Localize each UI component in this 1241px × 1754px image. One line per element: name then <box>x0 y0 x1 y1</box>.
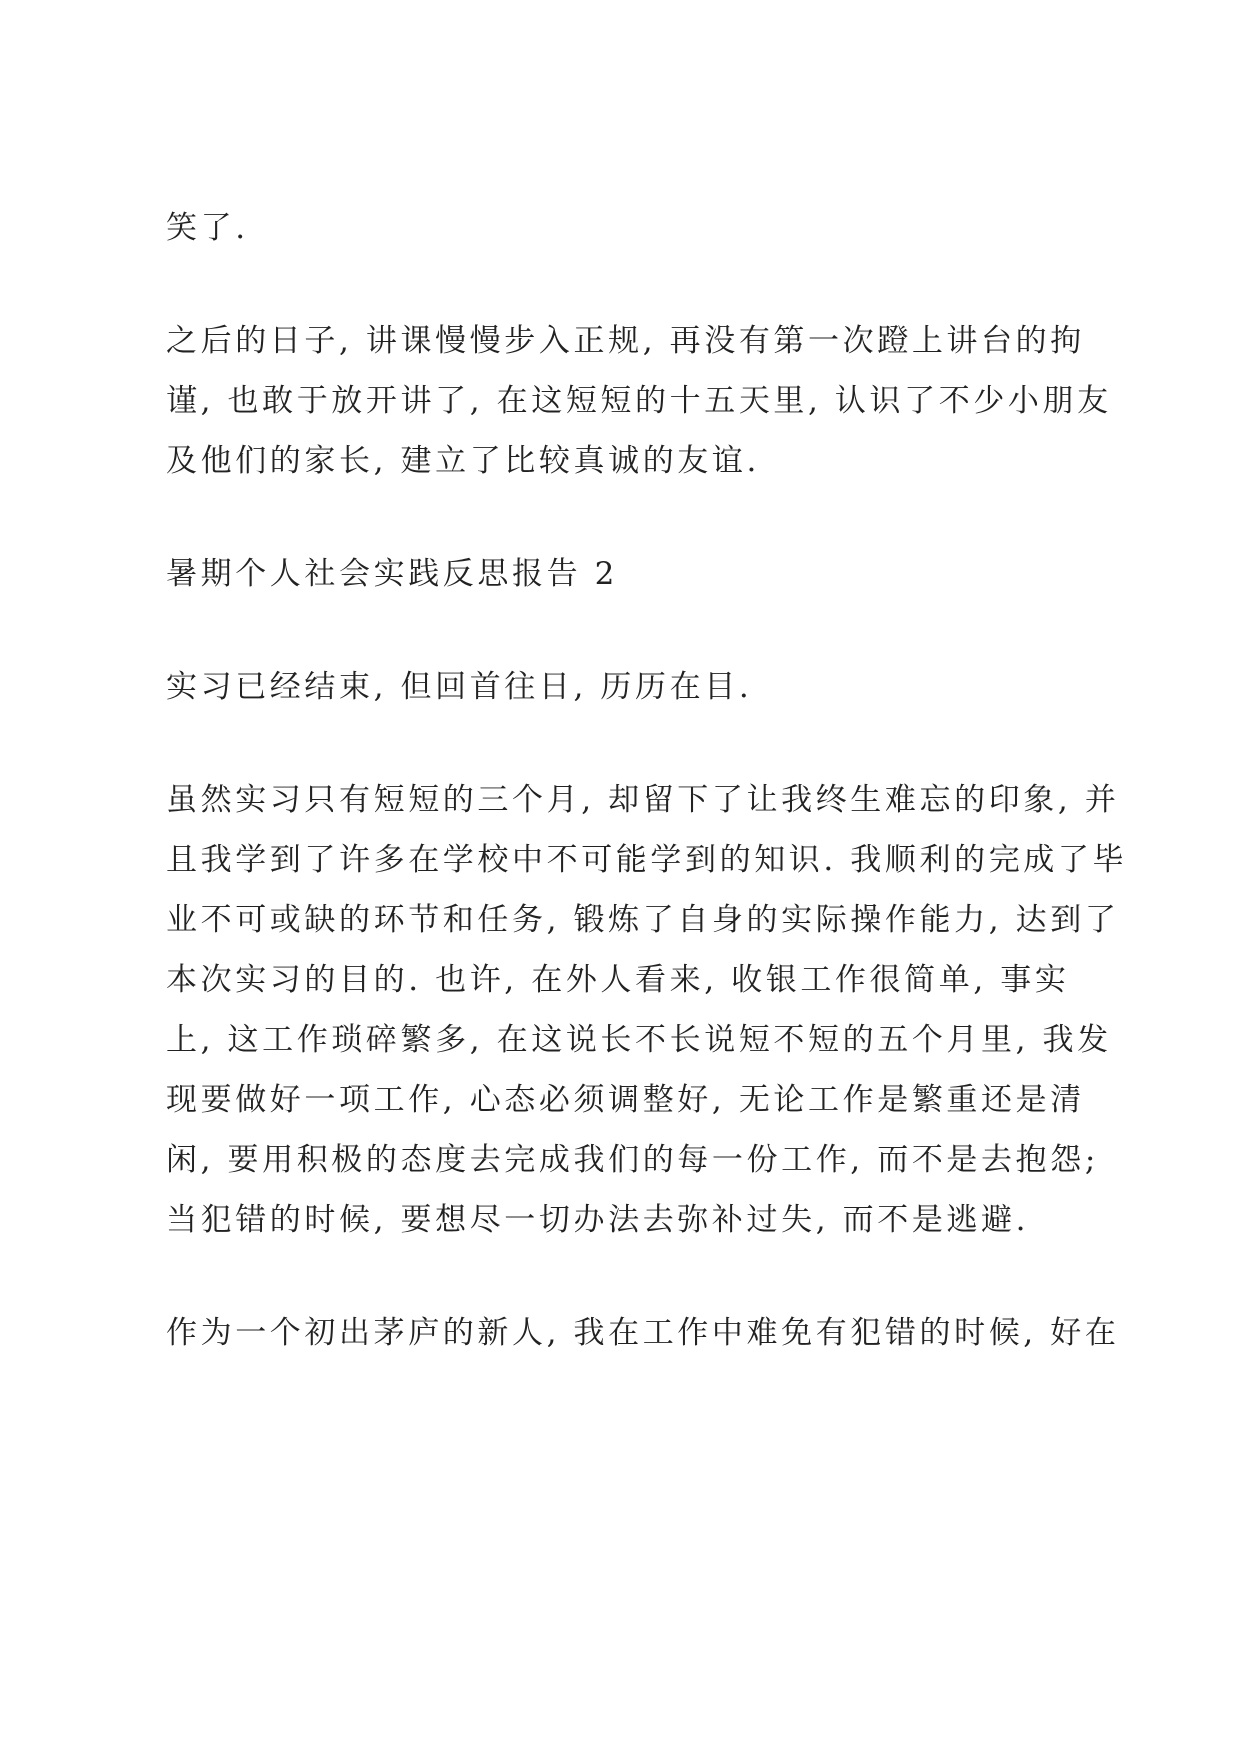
paragraph-5-line-1: 作为一个初出茅庐的新人, 我在工作中难免有犯错的时候, 好在 <box>166 1315 1120 1351</box>
paragraph-4-line-5: 上, 这工作琐碎繁多, 在这说长不长说短不短的五个月里, 我发 <box>166 1022 1112 1058</box>
paragraph-4-line-1: 虽然实习只有短短的三个月, 却留下了让我终生难忘的印象, 并 <box>166 782 1120 818</box>
paragraph-2-line-1: 之后的日子, 讲课慢慢步入正规, 再没有第一次蹬上讲台的拘 <box>166 323 1085 359</box>
section-heading: 暑期个人社会实践反思报告 2 <box>166 556 618 592</box>
paragraph-1-line-1: 笑了. <box>166 210 249 246</box>
paragraph-2-line-2: 谨, 也敢于放开讲了, 在这短短的十五天里, 认识了不少小朋友 <box>166 383 1112 419</box>
paragraph-4-line-3: 业不可或缺的环节和任务, 锻炼了自身的实际操作能力, 达到了 <box>166 902 1120 938</box>
paragraph-4-line-2: 且我学到了许多在学校中不可能学到的知识. 我顺利的完成了毕 <box>166 842 1128 878</box>
paragraph-4-line-6: 现要做好一项工作, 心态必须调整好, 无论工作是繁重还是清 <box>166 1082 1085 1118</box>
paragraph-4-line-8: 当犯错的时候, 要想尽一切办法去弥补过失, 而不是逃避. <box>166 1202 1030 1238</box>
paragraph-4-line-4: 本次实习的目的. 也许, 在外人看来, 收银工作很简单, 事实 <box>166 962 1070 998</box>
paragraph-4-line-7: 闲, 要用积极的态度去完成我们的每一份工作, 而不是去抱怨; <box>166 1142 1099 1178</box>
paragraph-2-line-3: 及他们的家长, 建立了比较真诚的友谊. <box>166 443 760 479</box>
paragraph-3-line-1: 实习已经结束, 但回首往日, 历历在目. <box>166 669 753 705</box>
